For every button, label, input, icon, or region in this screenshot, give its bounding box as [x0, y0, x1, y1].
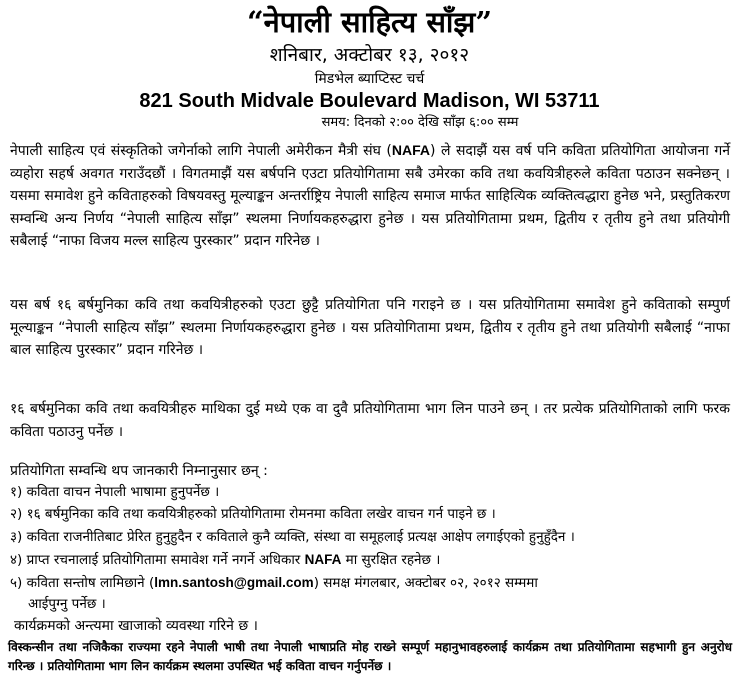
- rule-item: २) १६ बर्षमुनिका कवि तथा कवयित्रीहरुको प्रतियोगितामा रोमनमा कविता लखेर वाचन गर्न पाइने छ ।: [10, 506, 496, 522]
- event-time: समय: दिनको २:०० देखि साँझ ६:०० सम्म: [321, 115, 519, 130]
- rule-item: ३) कविता राजनीतिबाट प्रेरित हुनुहुदैन र कविताले कुनै व्यक्ति, संस्था वा समूहलाई प्रत्यक्ष आक्षेप लगाईएको हुनुहुँदैन ।: [10, 529, 575, 545]
- youth-competition-paragraph: यस बर्ष १६ बर्षमुनिका कवि तथा कवयित्रीहरुको एउटा छुट्टै प्रतियोगिता पनि गराइने छ । यस प्रतियोगितामा समावेश हुने कविताको सम्पुर्ण मूल्याङ्कन “नेपाली साहित्य साँझ” स्थलमा निर्णायकहरुद्धारा हुनेछ । यस प्रतियोगितामा प्रथम, द्वितीय र तृतीय हुने तथा प्रतियोगी सबैलाई “नाफा बाल साहित्य पुरस्कार” प्रदान गरिनेछ ।: [10, 297, 730, 358]
- rules-heading: प्रतियोगिता सम्वन्धि थप जानकारी निम्नानुसार छन् :: [10, 463, 268, 479]
- event-venue: मिडभेल ब्याप्टिस्ट चर्च: [314, 71, 425, 87]
- event-date: शनिबार, अक्टोबर १३, २०१२: [269, 44, 470, 66]
- rule-text: ) समक्ष मंगलबार, अक्टोबर ०२, २०१२ सम्ममा: [313, 575, 538, 591]
- refreshment-note: कार्यक्रमको अन्त्यमा खाजाको व्यवस्था गरिने छ ।: [14, 618, 258, 634]
- rule-item: [10, 549, 730, 571]
- rule-text: ४) प्राप्त रचनालाई प्रतियोगितामा समावेश गर्ने नगर्ने अधिकार: [10, 552, 305, 568]
- contact-email-link[interactable]: lmn.santosh@gmail.com: [154, 575, 314, 590]
- intro-text-rest: ) ले सदाझैं यस वर्ष पनि कविता प्रतियोगिता आयोजना गर्ने व्यहोरा सहर्ष अवगत गराउँदछौं । विगतमाझैं यस बर्षपनि एउटा प्रतियोगितामा सबै उमेरका कवि तथा कवयित्रीहरुले कविता पठाउन सक्नेछन् । यसमा समावेश हुने कविताहरुको विषयवस्तु मूल्याङ्कन अन्तर्राष्ट्रिय नेपाली साहित्य समाज मार्फत साहित्यिक व्यक्तित्वद्धारा हुनेछ भने, प्रस्तुतिकरण सम्वन्धि अन्य निर्णय “नेपाली साहित्य साँझ” स्थलमा निर्णायकहरुद्धारा हुनेछ । यस प्रतियोगितामा प्रथम, द्वितीय र तृतीय हुने तथा प्रतियोगी सबैलाई “नाफा विजय मल्ल साहित्य पुरस्कार” प्रदान गरिनेछ ।: [10, 143, 730, 249]
- nafa-acronym: NAFA: [304, 552, 342, 567]
- event-address: 821 South Midvale Boulevard Madison, WI 53711: [139, 90, 600, 112]
- rule-text-continuation: आईपुग्नु पर्नेछ ।: [28, 596, 106, 612]
- eligibility-paragraph: १६ बर्षमुनिका कवि तथा कवयित्रीहरु माथिका दुई मध्ये एक वा दुवै प्रतियोगितामा भाग लिन पाउने छन् । तर प्रत्येक प्रतियोगिताको लागि फरक कविता पठाउनु पर्नेछ ।: [10, 401, 730, 440]
- event-title: “नेपाली साहित्य साँझ”: [246, 5, 493, 39]
- rule-text: ५) कविता सन्तोष लामिछाने (: [10, 575, 155, 591]
- rule-item: [10, 572, 730, 615]
- invitation-footer: विस्कन्सीन तथा नजिकैका राज्यमा रहने नेपाली भाषी तथा नेपाली भाषाप्रति मोह राख्ने सम्पूर्ण महानुभावहरुलाई कार्यक्रम तथा प्रतियोगितामा सहभागी हुन अनुरोध गरिन्छ । प्रतियोगितामा भाग लिन कार्यक्रम स्थलमा उपस्थित भई कविता वाचन गर्नुपर्नेछ ।: [8, 640, 732, 673]
- rule-item: १) कविता वाचन नेपाली भाषामा हुनुपर्नेछ ।: [10, 484, 220, 500]
- nafa-acronym: NAFA: [391, 142, 431, 158]
- rule-text: मा सुरक्षित रहनेछ ।: [341, 552, 441, 568]
- intro-paragraph: [10, 139, 730, 253]
- intro-text-start: नेपाली साहित्य एवं संस्कृतिको जगेर्नाको लागि नेपाली अमेरीकन मैत्री संघ (: [10, 143, 392, 159]
